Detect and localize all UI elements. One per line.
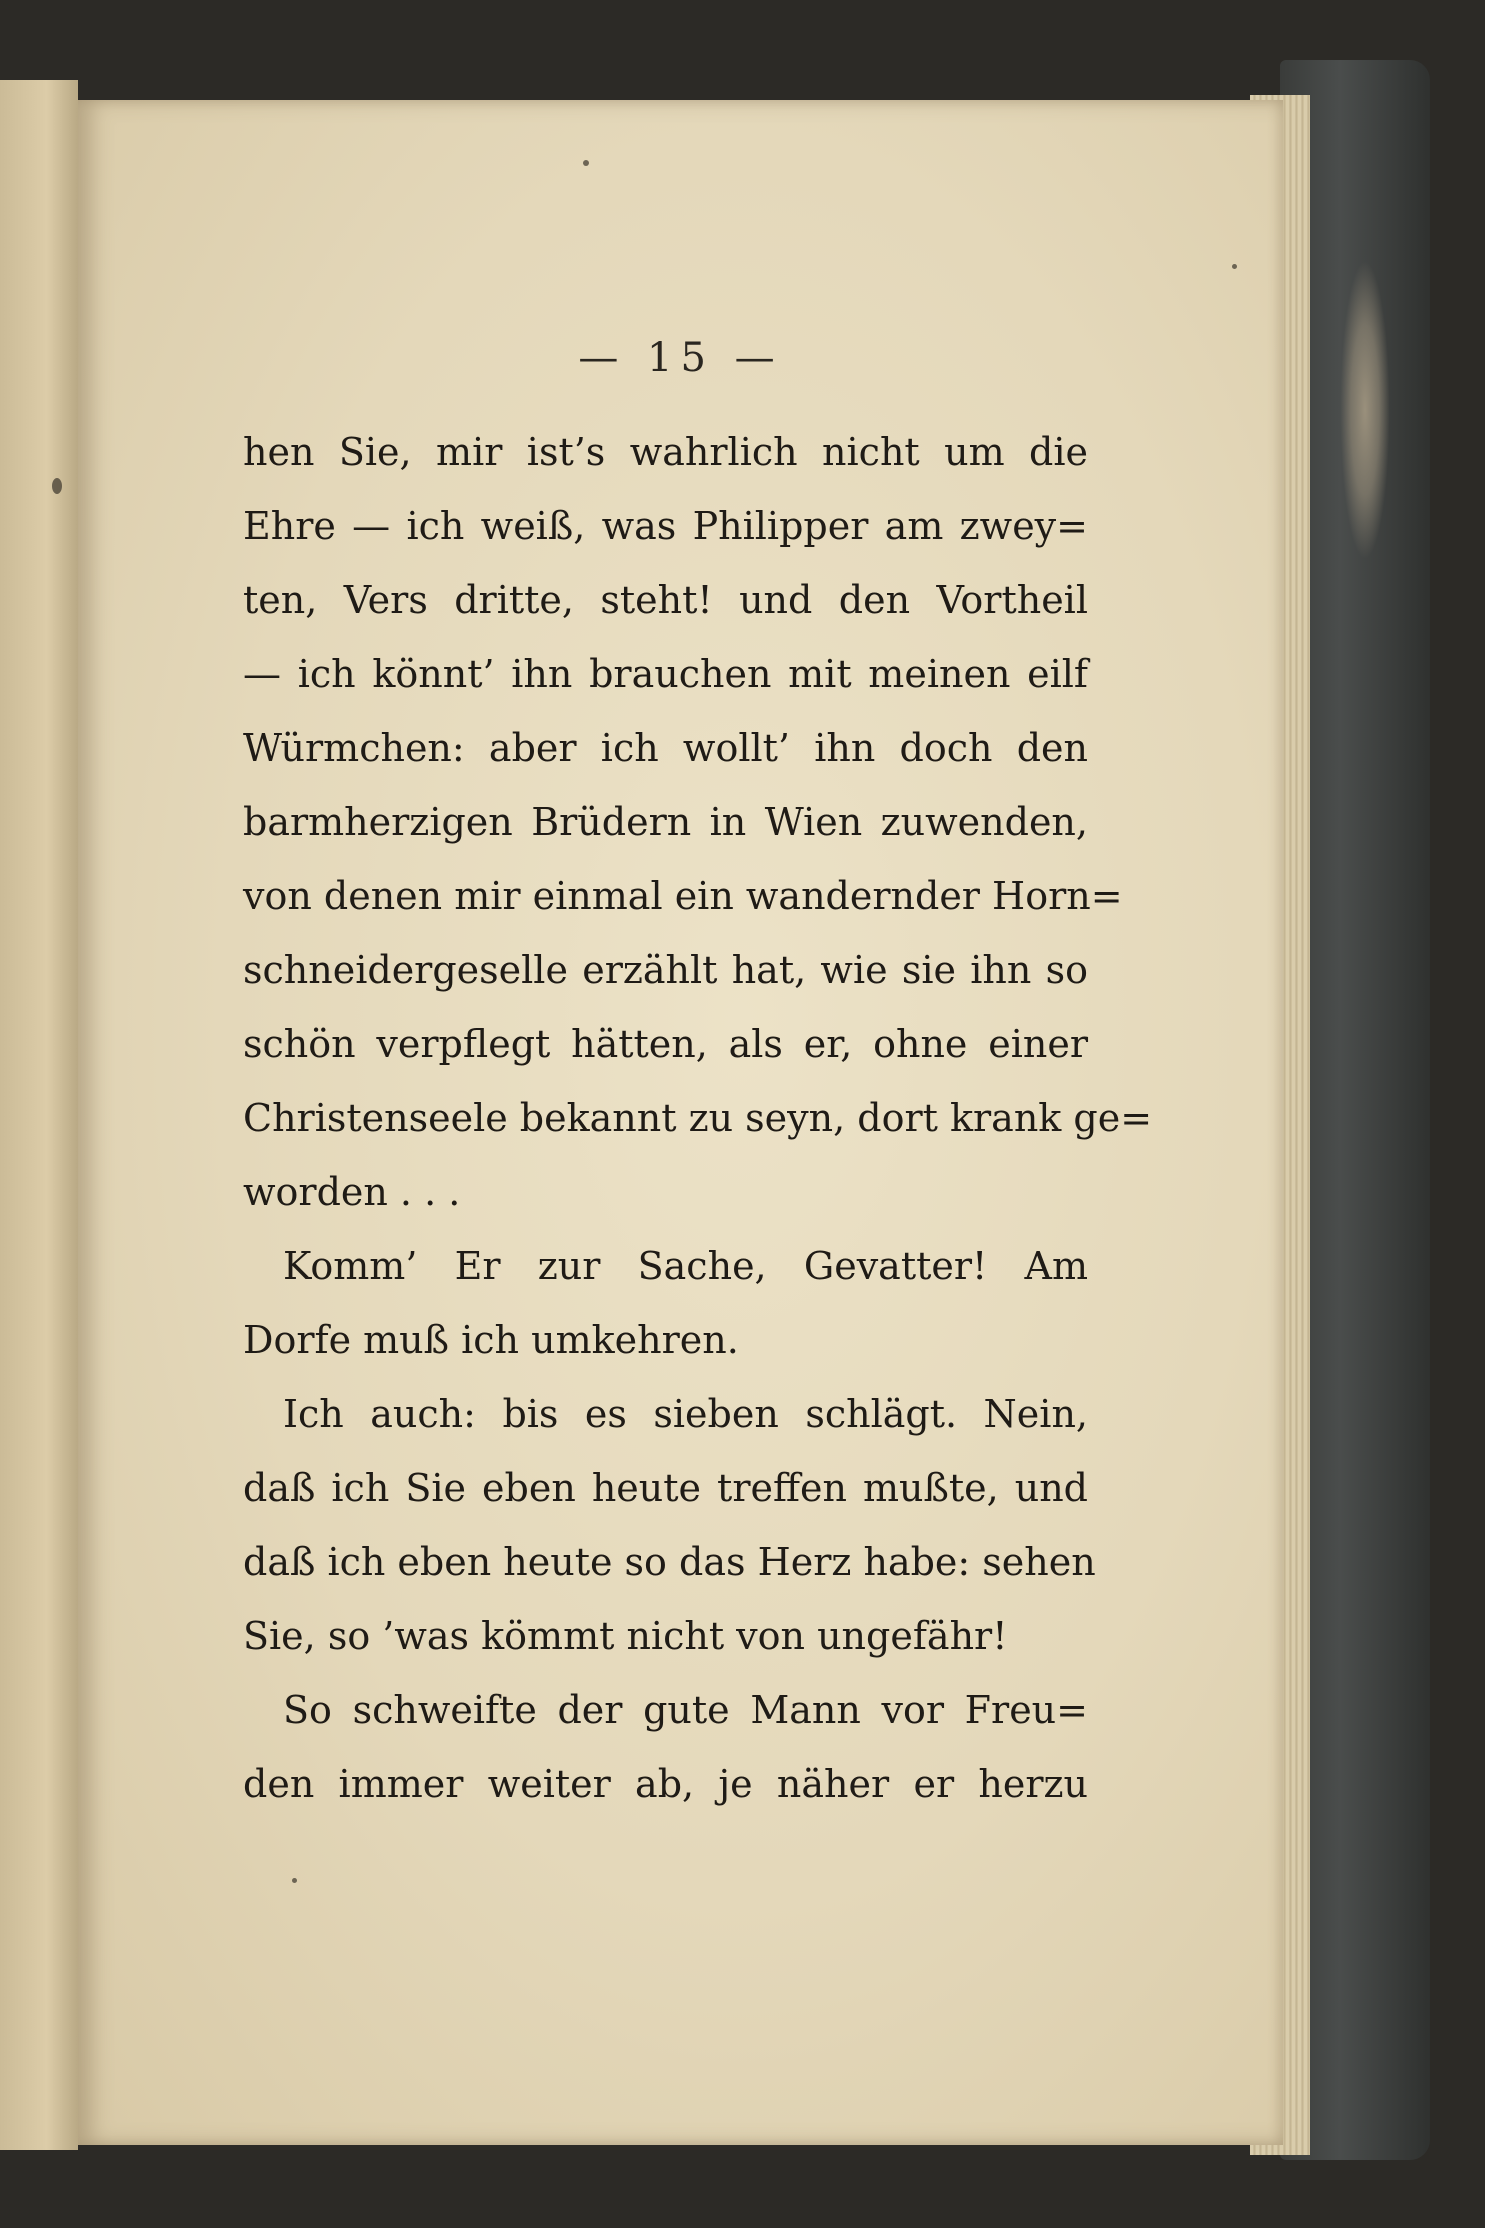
paper-speck xyxy=(1232,264,1237,269)
text-line: schneidergeselle erzählt hat, wie sie ihn so xyxy=(243,948,1088,992)
text-line: ten, Vers dritte, steht! und den Vortheil xyxy=(243,578,1088,622)
text-line: hen Sie, mir ist’s wahrlich nicht um die xyxy=(243,430,1088,474)
text-line: daß ich eben heute so das Herz habe: sehen xyxy=(243,1540,1096,1584)
text-line: von denen mir einmal ein wandernder Horn= xyxy=(243,874,1123,918)
text-line: den immer weiter ab, je näher er herzu xyxy=(243,1762,1088,1806)
cover-wear-mark xyxy=(1340,260,1390,560)
body-text xyxy=(243,415,1153,1821)
text-line: daß ich Sie eben heute treffen mußte, und xyxy=(243,1466,1088,1510)
paper-speck xyxy=(292,1878,297,1883)
paper-speck xyxy=(52,478,62,494)
book-page xyxy=(78,100,1283,2145)
text-line: worden . . . xyxy=(243,1170,461,1214)
text-line: Christenseele bekannt zu seyn, dort krank ge= xyxy=(243,1096,1153,1140)
paper-speck xyxy=(583,160,589,166)
text-line: Ehre — ich weiß, was Philipper am zwey= xyxy=(243,504,1088,548)
facing-page-edge xyxy=(0,80,78,2150)
text-line: barmherzigen Brüdern in Wien zuwenden, xyxy=(243,800,1088,844)
text-line: Ich auch: bis es sieben schlägt. Nein, xyxy=(283,1392,1088,1436)
text-line: — ich könnt’ ihn brauchen mit meinen eilf xyxy=(243,652,1088,696)
text-line: Sie, so ’was kömmt nicht von ungefähr! xyxy=(243,1614,1008,1658)
text-line: schön verpflegt hätten, als er, ohne einer xyxy=(243,1022,1088,1066)
text-line: So schweifte der gute Mann vor Freu= xyxy=(283,1688,1088,1732)
text-line: Würmchen: aber ich wollt’ ihn doch den xyxy=(243,726,1088,770)
page-number: — 15 — xyxy=(578,335,783,381)
text-line: Dorfe muß ich umkehren. xyxy=(243,1318,739,1362)
text-line: Komm’ Er zur Sache, Gevatter! Am xyxy=(283,1244,1088,1288)
